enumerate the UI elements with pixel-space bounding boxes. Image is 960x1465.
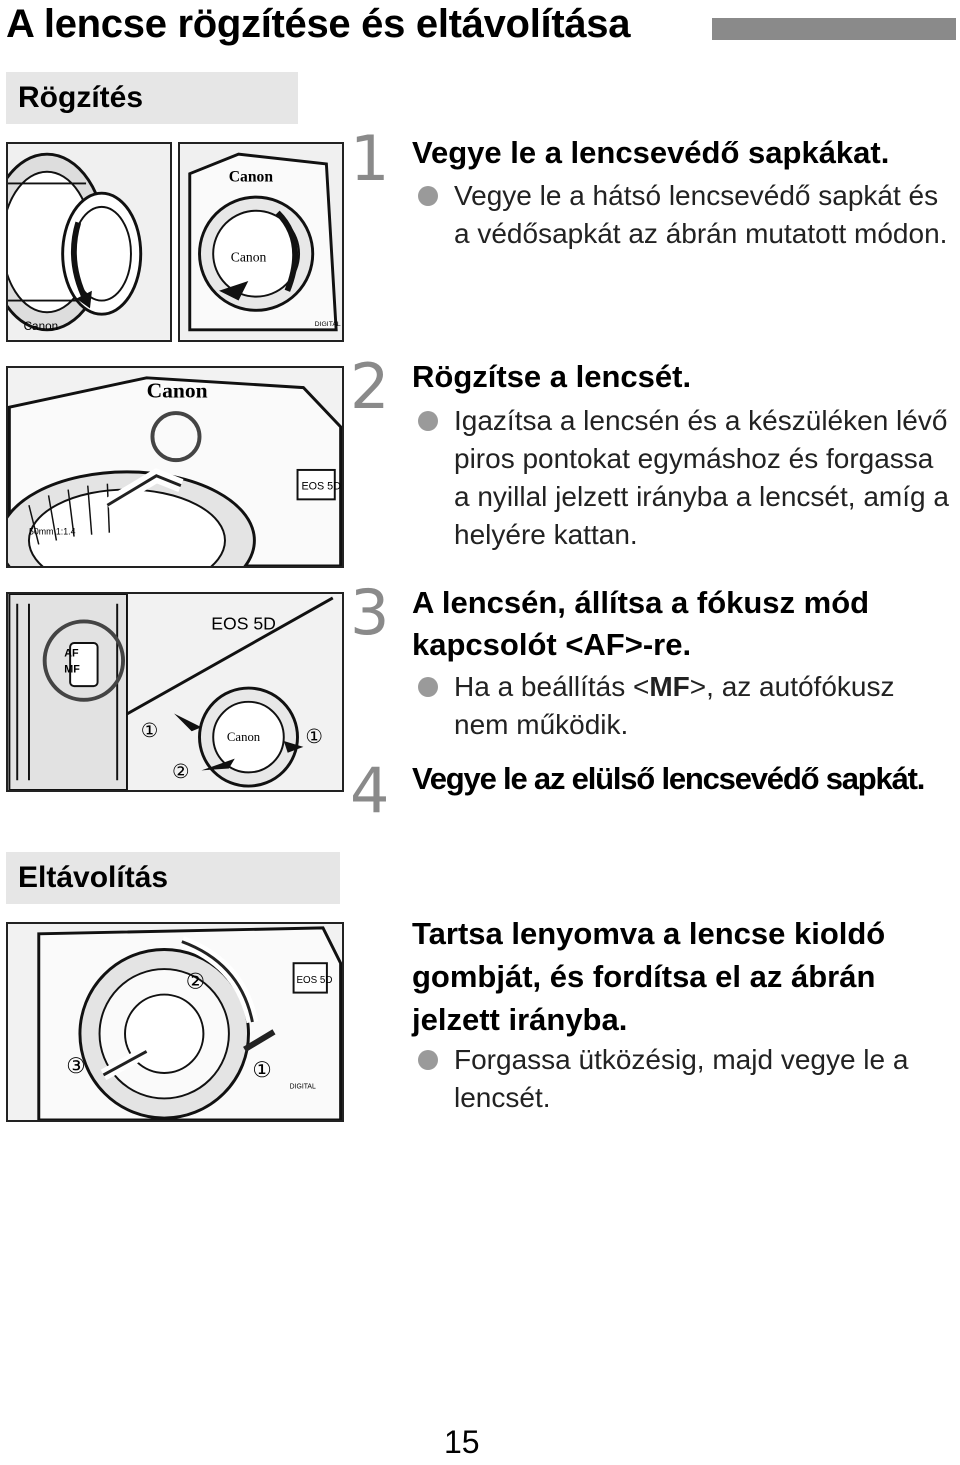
body-cap-brand-label: Canon	[230, 249, 267, 265]
camera-brand-label-2: Canon	[146, 378, 208, 403]
section-heading-attach: Rögzítés	[6, 72, 298, 124]
bullet-dot-icon	[418, 677, 438, 697]
lens-marking-label: 50mm 1:1.4	[28, 526, 76, 537]
model-label-3: EOS 5D	[296, 974, 333, 986]
step-bullet-text-3-pre: Ha a beállítás <	[454, 671, 650, 702]
step-title-4: Vegye le az elülső lencsevédő sapkát.	[412, 761, 925, 796]
digital-label-2: DIGITAL	[289, 1083, 316, 1091]
step-bullet-text-1: Vegye le a hátsó lencsevédő sapkát és a védősapkát az ábrán mutatott módon.	[454, 180, 948, 249]
illustration-body-cap	[178, 142, 344, 342]
removal-bullet-text: Forgassa ütközésig, majd vegye le a lencsét.	[454, 1044, 909, 1113]
camera-brand-label: Canon	[228, 168, 274, 186]
lens-brand-label: Canon	[23, 319, 59, 333]
af-label: AF	[64, 647, 79, 660]
page-title: A lencse rögzítése és eltávolítása	[6, 2, 631, 46]
callout-1b-icon: ①	[305, 724, 323, 748]
bullet-dot-icon	[418, 186, 438, 206]
bullet-dot-icon	[418, 1050, 438, 1070]
step-title-1: Vegye le a lencsevédő sapkákat.	[412, 135, 890, 170]
removal-bullet	[412, 1041, 952, 1117]
illustration-af-switch-front-cap	[6, 592, 344, 792]
step-bullet-2	[412, 402, 952, 554]
step-bullet-text-3-bold: MF	[649, 671, 690, 702]
callout-2-icon: ②	[172, 760, 190, 784]
af-switch-drawing	[8, 594, 342, 790]
callout-2-removal-icon: ②	[185, 969, 206, 995]
model-label: EOS 5D	[301, 480, 341, 493]
step-bullet-3	[412, 668, 952, 744]
bullet-dot-icon	[418, 411, 438, 431]
illustration-remove-lens	[6, 922, 344, 1122]
step-bullet-1	[412, 177, 952, 253]
removal-title: Tartsa lenyomva a lencse kioldó gombját, és fordítsa el az ábrán jelzett irányba.	[412, 916, 886, 1037]
step-bullet-text-2: Igazítsa a lencsén és a készüléken lévő piros pontokat egymáshoz és forgassa a nyillal jelzett irányba a lencsét, amíg a helyére kattan.	[454, 405, 949, 550]
lens-rear-cap-drawing	[8, 144, 170, 340]
page-number: 15	[444, 1424, 480, 1460]
title-decoration-bar	[712, 18, 956, 40]
step-title-2: Rögzítse a lencsét.	[412, 359, 692, 394]
front-cap-brand-label: Canon	[226, 730, 261, 744]
callout-1-icon: ①	[140, 719, 159, 743]
section-heading-remove: Eltávolítás	[6, 852, 340, 904]
lens-mount-drawing	[8, 368, 342, 566]
step-title-3: A lencsén, állítsa a fókusz mód kapcsolót <AF>-re.	[412, 585, 870, 662]
step-number-3: 3	[350, 576, 390, 649]
step-number-2: 2	[350, 350, 390, 423]
illustration-rear-lens-cap	[6, 142, 172, 342]
digital-label: DIGITAL	[314, 320, 341, 328]
step-bullet-text-3-post: >, az autófókusz nem működik.	[454, 671, 895, 740]
lens-removal-drawing	[8, 924, 342, 1120]
step-number-4: 4	[350, 754, 390, 827]
callout-3-icon: ③	[66, 1053, 86, 1079]
step-number-1: 1	[350, 122, 390, 195]
illustration-attach-lens	[6, 366, 344, 568]
model-label-2: EOS 5D	[211, 613, 276, 634]
callout-1-removal-icon: ①	[252, 1057, 272, 1083]
mf-label: MF	[64, 663, 80, 676]
camera-body-cap-drawing	[180, 144, 342, 340]
